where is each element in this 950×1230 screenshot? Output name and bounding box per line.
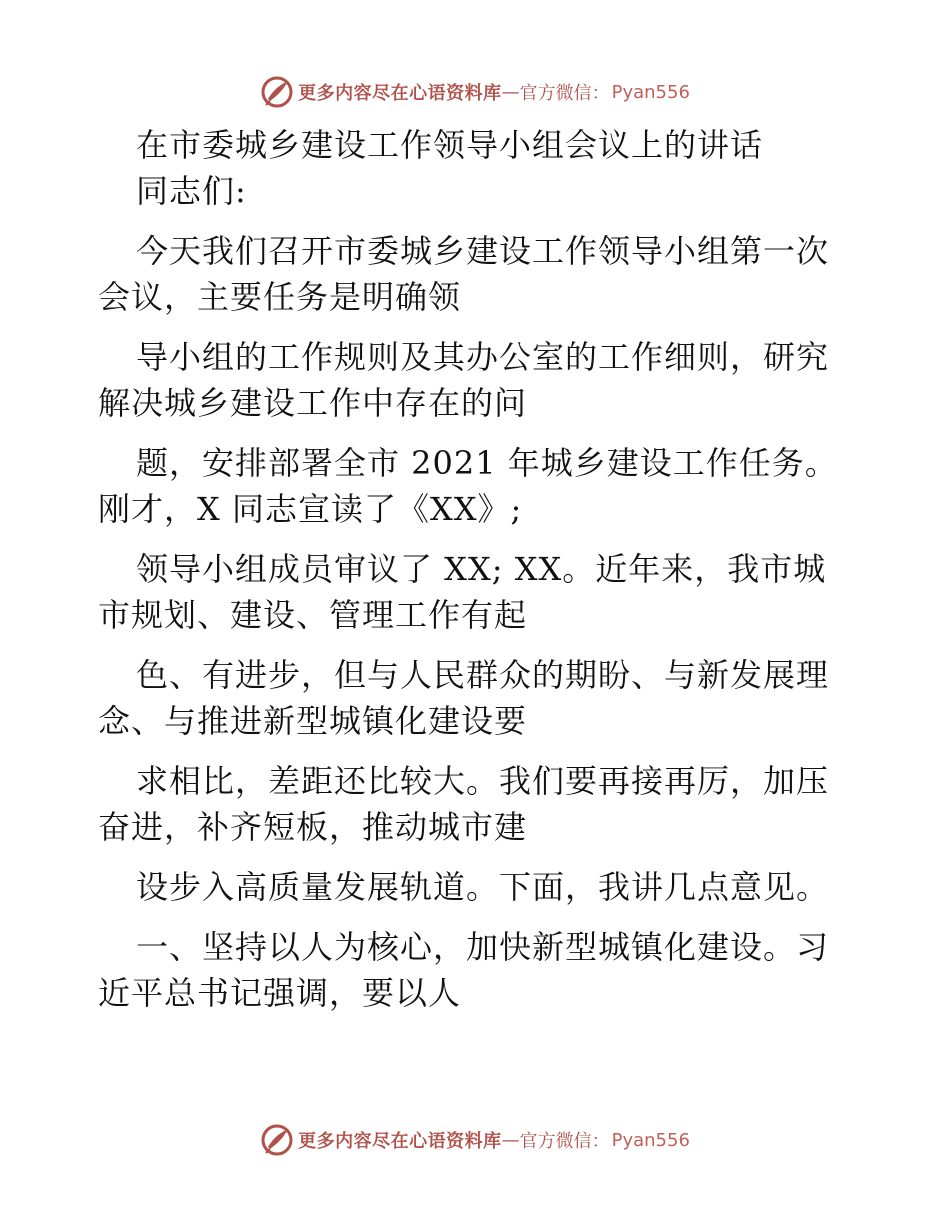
paragraph-line: 色、有进步，但与人民群众的期盼、与新发展理 <box>136 656 830 694</box>
watermark-wechat-id: Pyan556 <box>611 1129 690 1151</box>
watermark-separator: — <box>501 1129 520 1151</box>
paragraph-line: 会议，主要任务是明确领 <box>98 278 462 316</box>
watermark-brand: 更多内容尽在心语资料库 <box>298 1131 502 1152</box>
paragraph-line: 念、与推进新型城镇化建设要 <box>98 702 528 740</box>
watermark-label: 官方微信： <box>519 1131 610 1152</box>
paragraph-line: 今天我们召开市委城乡建设工作领导小组第一次 <box>136 232 830 270</box>
watermark-label: 官方微信： <box>519 83 610 104</box>
document-body <box>98 122 858 1016</box>
paragraph-line: 奋进，补齐短板，推动城市建 <box>98 808 528 846</box>
watermark-brand: 更多内容尽在心语资料库 <box>298 83 502 104</box>
paragraph-line: 近平总书记强调，要以人 <box>98 974 462 1012</box>
paragraph-line: 解决城乡建设工作中存在的问 <box>98 384 528 422</box>
footer-watermark <box>0 1120 950 1160</box>
section-heading-line: 一、坚持以人为核心，加快新型城镇化建设。习 <box>136 928 830 966</box>
paragraph-line: 导小组的工作规则及其办公室的工作细则，研究 <box>136 338 830 376</box>
watermark-wechat-id: Pyan556 <box>611 81 690 103</box>
quill-logo-icon <box>260 1123 294 1157</box>
paragraph-line: 刚才，X 同志宣读了《XX》; <box>98 490 523 528</box>
document-title: 在市委城乡建设工作领导小组会议上的讲话 <box>136 126 764 164</box>
paragraph-line: 题，安排部署全市 2021 年城乡建设工作任务。 <box>136 444 838 482</box>
paragraph-line: 设步入高质量发展轨道。下面，我讲几点意见。 <box>136 868 830 906</box>
salutation: 同志们: <box>136 172 247 210</box>
paragraph-line: 领导小组成员审议了 XX; XX。近年来，我市城 <box>136 550 827 588</box>
watermark-separator: — <box>501 81 520 103</box>
paragraph-line: 求相比，差距还比较大。我们要再接再厉，加压 <box>136 762 830 800</box>
quill-logo-icon <box>260 75 294 109</box>
header-watermark <box>0 72 950 112</box>
paragraph-line: 市规划、建设、管理工作有起 <box>98 596 528 634</box>
